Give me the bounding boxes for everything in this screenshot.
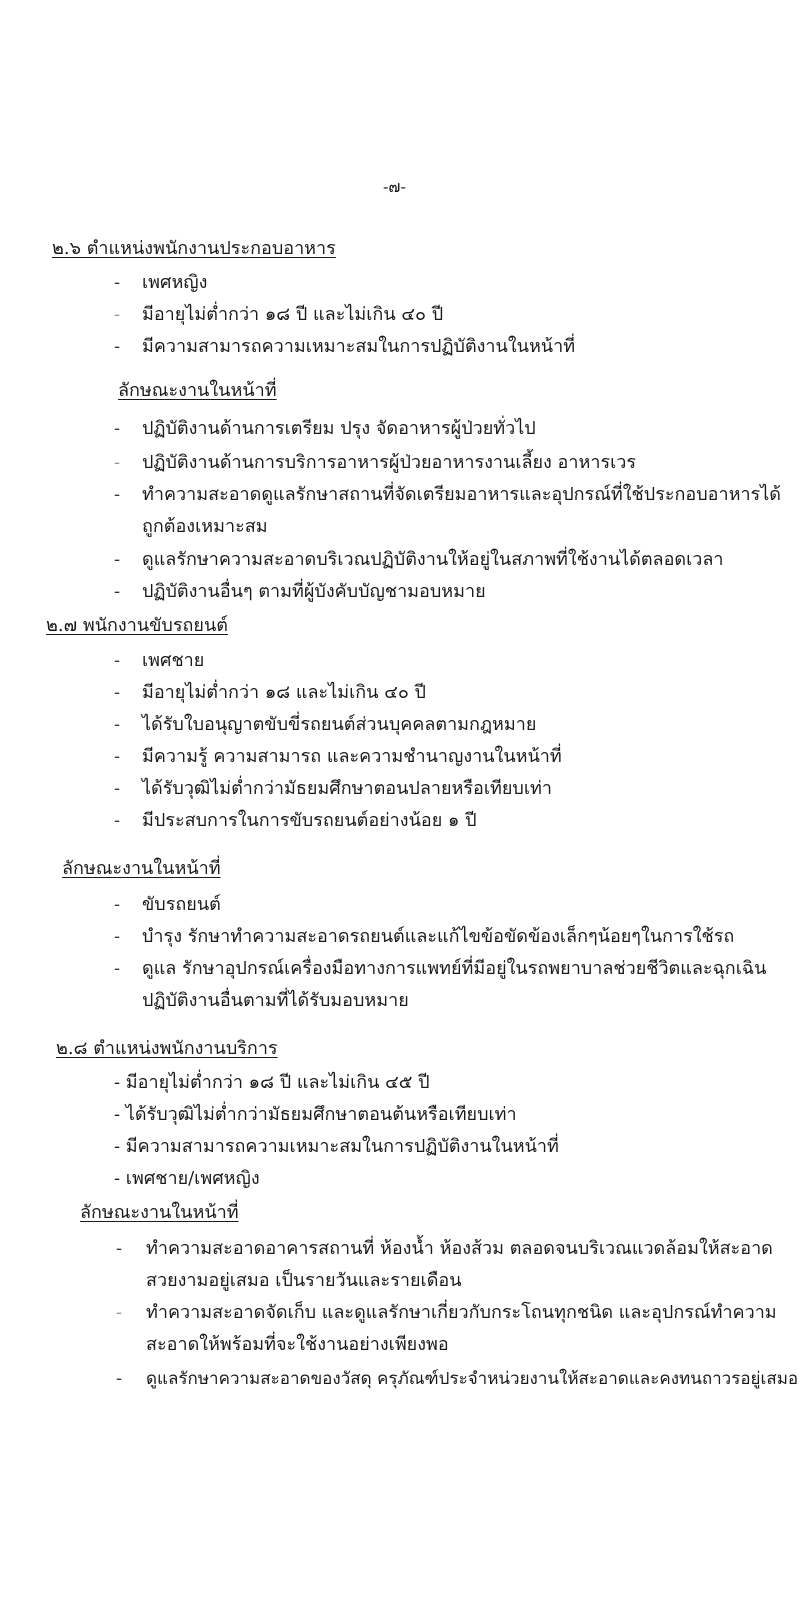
bullet-dash: - <box>114 418 121 439</box>
bullet-dash: - <box>114 778 121 799</box>
section-2-6-heading: ๒.๖ ตำแหน่งพนักงานประกอบอาหาร <box>52 238 336 259</box>
bullet-dash: - <box>114 581 121 602</box>
bullet-dash: - <box>114 484 121 505</box>
bullet-dash: - <box>116 1238 123 1259</box>
s28-duty-2: ทำความสะอาดจัดเก็บ และดูแลรักษาเกี่ยวกับกระโถนทุกชนิด และอุปกรณ์ทำความ <box>146 1302 777 1323</box>
s26-duty-2: ปฏิบัติงานด้านการบริการอาหารผู้ป่วยอาหารงานเลี้ยง อาหารเวร <box>142 452 637 473</box>
page-number: -๗- <box>383 177 406 196</box>
bullet-dash: - <box>114 452 121 473</box>
bullet-dash: - <box>114 272 121 293</box>
s27-qual-6: มีประสบการในการขับรถยนต์อย่างน้อย ๑ ปี <box>142 810 477 831</box>
s26-qual-2: มีอายุไม่ต่ำกว่า ๑๘ ปี และไม่เกิน ๔๐ ปี <box>142 304 444 325</box>
s28-duty-3: ดูแลรักษาความสะอาดของวัสดุ ครุภัณฑ์ประจำหน่วยงานให้สะอาดและคงทนถาวรอยู่เสมอ <box>146 1369 799 1389</box>
s28-qual-3: - มีความสามารถความเหมาะสมในการปฏิบัติงานในหน้าที่ <box>114 1136 559 1157</box>
s27-qual-1: เพศชาย <box>142 650 205 671</box>
s27-duties-heading: ลักษณะงานในหน้าที่ <box>62 858 221 879</box>
s26-duties-heading: ลักษณะงานในหน้าที่ <box>118 380 277 401</box>
bullet-dash: - <box>114 958 121 979</box>
bullet-dash: - <box>114 549 121 570</box>
s27-qual-3: ได้รับใบอนุญาตขับขี่รถยนต์ส่วนบุคคลตามกฎหมาย <box>142 714 537 735</box>
section-2-8-heading: ๒.๘ ตำแหน่งพนักงานบริการ <box>56 1038 278 1059</box>
s27-qual-2: มีอายุไม่ต่ำกว่า ๑๘ และไม่เกิน ๔๐ ปี <box>142 682 426 703</box>
s26-duty-3: ทำความสะอาดดูแลรักษาสถานที่จัดเตรียมอาหารและอุปกรณ์ที่ใช้ประกอบอาหารได้ <box>142 484 781 505</box>
bullet-dash: - <box>114 304 121 325</box>
s26-qual-1: เพศหญิง <box>142 272 208 293</box>
bullet-dash: - <box>114 650 121 671</box>
s26-duty-1: ปฏิบัติงานด้านการเตรียม ปรุง จัดอาหารผู้ป่วยทั่วไป <box>142 418 536 439</box>
s28-duty-1: ทำความสะอาดอาคารสถานที่ ห้องน้ำ ห้องส้วม ตลอดจนบริเวณแวดล้อมให้สะอาด <box>146 1238 773 1259</box>
s27-qual-5: ได้รับวุฒิไม่ต่ำกว่ามัธยมศึกษาตอนปลายหรือเทียบเท่า <box>142 778 552 799</box>
s28-duties-heading: ลักษณะงานในหน้าที่ <box>80 1202 239 1223</box>
bullet-dash: - <box>114 336 121 357</box>
bullet-dash: - <box>114 714 121 735</box>
s28-duty-1-cont: สวยงามอยู่เสมอ เป็นรายวันและรายเดือน <box>146 1270 462 1291</box>
bullet-dash: - <box>114 746 121 767</box>
s28-duty-2-cont: สะอาดให้พร้อมที่จะใช้งานอย่างเพียงพอ <box>146 1334 449 1355</box>
s27-qual-4: มีความรู้ ความสามารถ และความชำนาญงานในหน้าที่ <box>142 746 562 767</box>
bullet-dash: - <box>114 926 121 947</box>
section-2-7-heading: ๒.๗ พนักงานขับรถยนต์ <box>46 615 228 636</box>
bullet-dash: - <box>116 1302 123 1323</box>
s26-duty-4: ดูแลรักษาความสะอาดบริเวณปฏิบัติงานให้อยู่ในสภาพที่ใช้งานได้ตลอดเวลา <box>142 549 724 570</box>
s27-duty-1: ขับรถยนต์ <box>142 894 221 915</box>
s28-qual-2: - ได้รับวุฒิไม่ต่ำกว่ามัธยมศึกษาตอนต้นหรือเทียบเท่า <box>114 1104 517 1125</box>
s28-qual-4: - เพศชาย/เพศหญิง <box>114 1168 260 1189</box>
bullet-dash: - <box>114 810 121 831</box>
bullet-dash: - <box>114 894 121 915</box>
s26-duty-3-cont: ถูกต้องเหมาะสม <box>142 516 268 537</box>
bullet-dash: - <box>114 682 121 703</box>
s27-duty-4: ปฏิบัติงานอื่นตามที่ได้รับมอบหมาย <box>142 990 409 1011</box>
s26-duty-5: ปฏิบัติงานอื่นๆ ตามที่ผู้บังคับบัญชามอบหมาย <box>142 581 486 602</box>
s27-duty-3: ดูแล รักษาอุปกรณ์เครื่องมือทางการแพทย์ที่มีอยู่ในรถพยาบาลช่วยชีวิตและฉุกเฉิน <box>142 958 767 979</box>
s27-duty-2: บำรุง รักษาทำความสะอาดรถยนต์และแก้ไขข้อขัดข้องเล็กๆน้อยๆในการใช้รถ <box>142 926 735 947</box>
s28-qual-1: - มีอายุไม่ต่ำกว่า ๑๘ ปี และไม่เกิน ๔๕ ปี <box>114 1072 430 1093</box>
bullet-dash: - <box>116 1368 123 1389</box>
s26-qual-3: มีความสามารถความเหมาะสมในการปฏิบัติงานในหน้าที่ <box>142 336 576 357</box>
